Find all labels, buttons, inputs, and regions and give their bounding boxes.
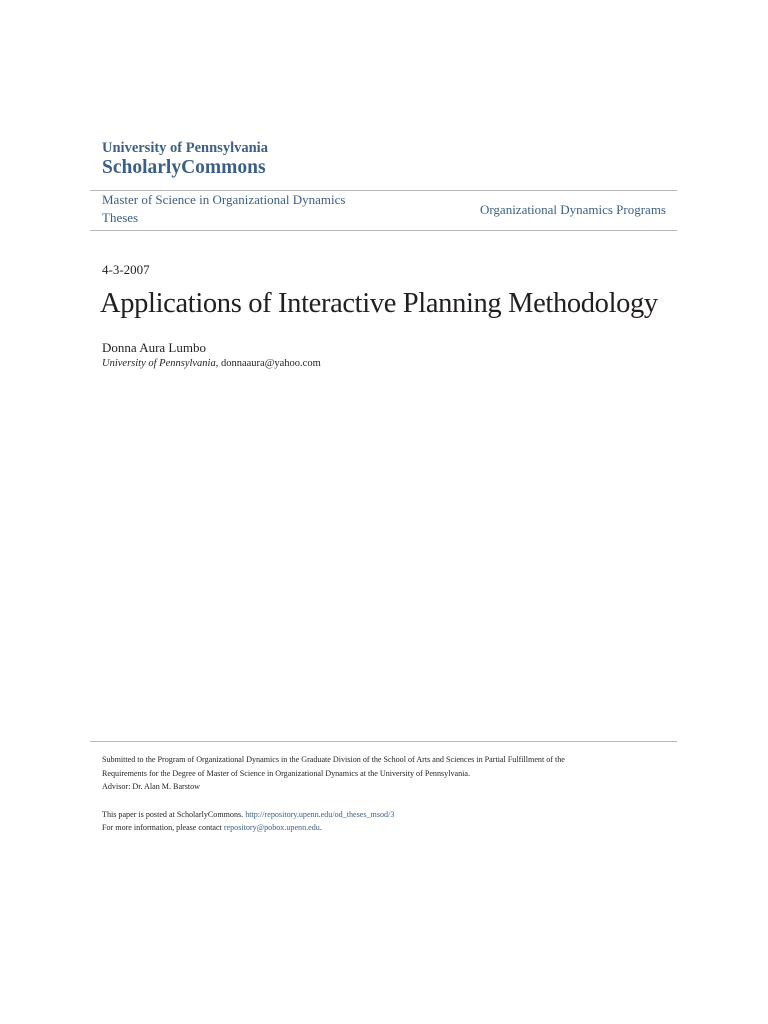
series-line-1: Master of Science in Organizational Dynamics [102, 192, 346, 207]
contact-suffix: . [319, 823, 322, 832]
series-line-2: Theses [102, 210, 139, 225]
author-email: donnaaura@yahoo.com [220, 358, 321, 369]
author-affiliation [102, 358, 321, 369]
contact-email-link[interactable]: repository@pobox.upenn.edu [223, 823, 320, 832]
institution-header [102, 140, 268, 179]
nav-divider [90, 230, 677, 231]
posted-line [102, 808, 672, 822]
footer-notes [102, 753, 672, 835]
institution-name[interactable]: University of Pennsylvania [102, 140, 268, 156]
submission-line-2: Requirements for the Degree of Master of Science in Organizational Dynamics at the University of Pennsylvania. [102, 768, 471, 778]
submission-line-1: Submitted to the Program of Organizational Dynamics in the Graduate Division of the School of Arts and Sciences in Partial Fulfillment of the [102, 755, 565, 764]
author-name: Donna Aura Lumbo [102, 340, 206, 355]
footer-spacer [102, 794, 672, 808]
advisor-line: Advisor: Dr. Alan M. Barstow [102, 782, 201, 791]
repository-url-link[interactable]: http://repository.upenn.edu/od_theses_msod/3 [245, 809, 395, 819]
posted-prefix: This paper is posted at ScholarlyCommons. [102, 809, 246, 819]
repository-name[interactable]: ScholarlyCommons [102, 157, 266, 178]
footer-divider [90, 741, 677, 742]
publication-date: 4-3-2007 [102, 262, 150, 277]
contact-prefix: For more information, please contact [102, 823, 224, 832]
paper-title: Applications of Interactive Planning Methodology [100, 288, 658, 319]
programs-link[interactable]: Organizational Dynamics Programs [479, 202, 666, 217]
contact-line [102, 821, 672, 835]
affiliation-name: University of Pennsylvania [102, 358, 216, 369]
series-link[interactable] [102, 191, 402, 227]
affiliation-separator: , [215, 358, 221, 369]
